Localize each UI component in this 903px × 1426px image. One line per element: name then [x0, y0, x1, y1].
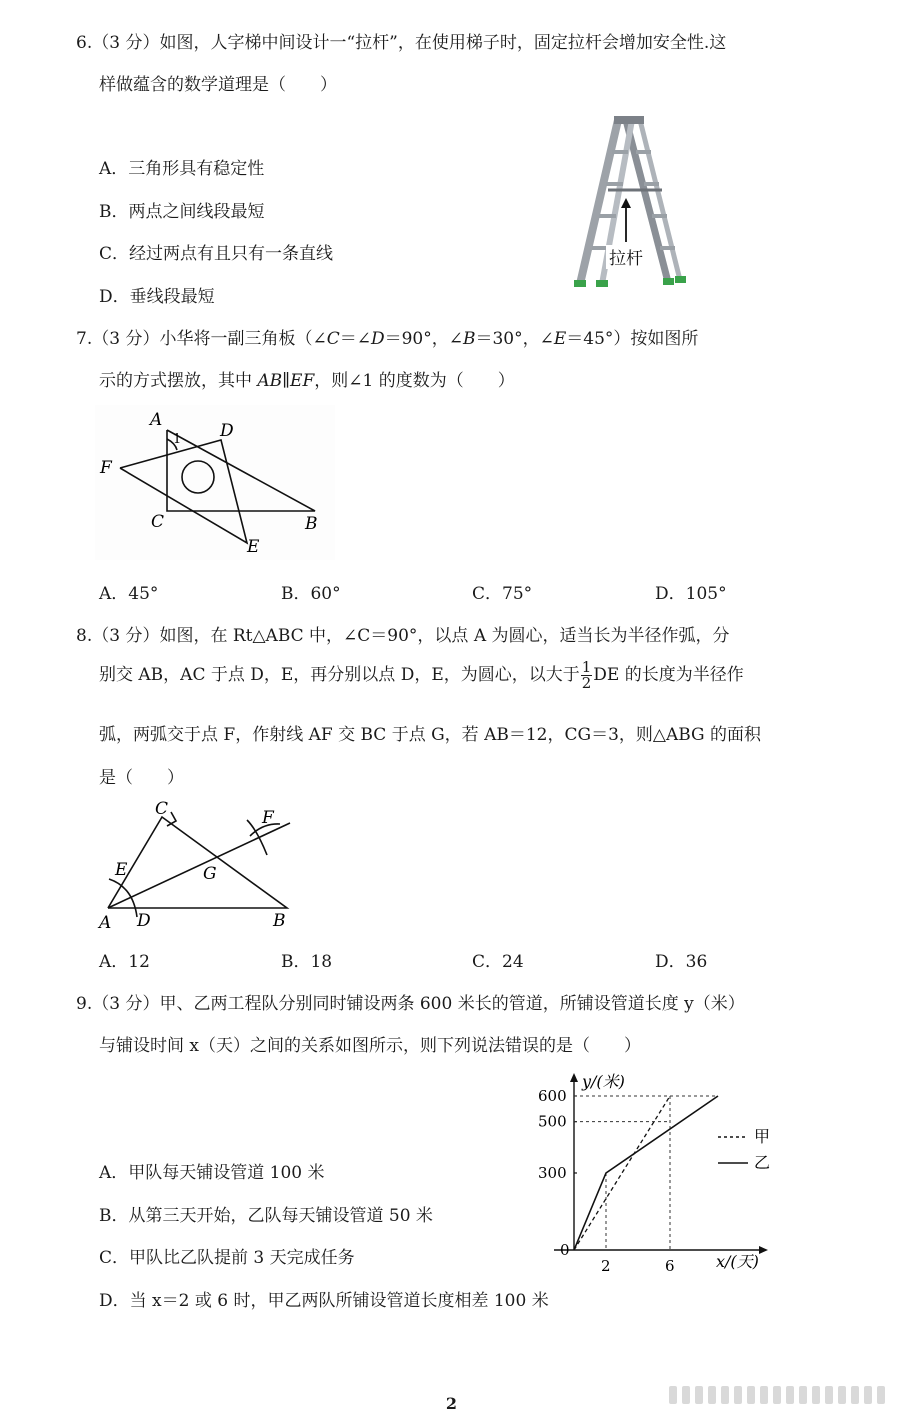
- y-axis-arrow: [570, 1073, 578, 1082]
- ladder-rod-label: 拉杆: [609, 249, 643, 269]
- series-1-line: [574, 1096, 718, 1250]
- label-c: C: [155, 799, 169, 819]
- x-axis-label: x/(天): [716, 1252, 759, 1271]
- ladder-figure: [568, 112, 693, 297]
- label-d: D: [220, 421, 234, 441]
- q8-stem-line3: 弧，两弧交于点 F，作射线 AF 交 BC 于点 G，若 AB＝12，CG＝3，则△ABG 的面积: [99, 725, 762, 745]
- q9-option-a: A．甲队每天铺设管道 100 米: [99, 1163, 325, 1183]
- q7-option-c: C．75°: [472, 584, 533, 604]
- q8-option-d: D．36: [655, 952, 708, 972]
- label-d: D: [137, 911, 151, 931]
- series-0-line: [574, 1096, 670, 1250]
- label-b: B: [305, 514, 318, 534]
- q8-option-c: C．24: [472, 952, 524, 972]
- label-f: F: [262, 808, 274, 828]
- q9-stem-line2: 与铺设时间 x（天）之间的关系如图所示，则下列说法错误的是（ ）: [99, 1036, 641, 1056]
- label-angle-1: 1: [173, 432, 182, 447]
- x-tick-label-0: 0: [560, 1241, 570, 1259]
- label-b: B: [273, 911, 286, 931]
- y-axis-label: y/(米): [582, 1072, 625, 1091]
- angle-bisector-figure: [95, 795, 305, 940]
- label-f: F: [100, 458, 112, 478]
- q7-option-a: A．45°: [99, 584, 159, 604]
- label-g: G: [203, 864, 217, 884]
- label-a: A: [99, 913, 112, 933]
- q8-stem-line2: 别交 AB，AC 于点 D，E，再分别以点 D，E，为圆心，以大于 $\frac{1}{2}$ DE 的长度为半径作: [99, 658, 744, 692]
- q9-stem-line1: 9.（3 分）甲、乙两工程队分别同时铺设两条 600 米长的管道，所铺设管道长度 y（米）: [76, 994, 745, 1014]
- q9-option-b: B．从第三天开始，乙队每天铺设管道 50 米: [99, 1206, 433, 1226]
- y-tick-label-300: 300: [538, 1163, 567, 1182]
- q6-option-a: A．三角形具有稳定性: [99, 159, 265, 179]
- q6-stem-line2: 样做蕴含的数学道理是（ ）: [99, 75, 337, 95]
- q7-option-d: D．105°: [655, 584, 727, 604]
- q8-option-b: B．18: [281, 952, 333, 972]
- legend-1-label: 乙: [754, 1153, 771, 1172]
- watermark-bars: [669, 1386, 885, 1404]
- label-e: E: [115, 860, 128, 880]
- q9-option-c: C．甲队比乙队提前 3 天完成任务: [99, 1248, 355, 1268]
- label-a: A: [150, 410, 163, 430]
- q6-stem-line1: 6.（3 分）如图，人字梯中间设计一“拉杆”，在使用梯子时，固定拉杆会增加安全性.这: [76, 33, 727, 53]
- q7-stem-line1: 7.（3 分）小华将一副三角板（∠C＝∠D＝90°，∠B＝30°，∠E＝45°）按如图所: [76, 329, 699, 349]
- x-tick-label-6: 6: [665, 1257, 675, 1275]
- q7-stem-line2: 示的方式摆放，其中 AB∥EF，则∠1 的度数为（ ）: [99, 371, 515, 391]
- q8-option-a: A．12: [99, 952, 150, 972]
- y-tick-label-600: 600: [538, 1086, 567, 1105]
- q6-option-d: D．垂线段最短: [99, 287, 215, 307]
- q8-stem-line1: 8.（3 分）如图，在 Rt△ABC 中，∠C＝90°，以点 A 为圆心，适当长为半径作弧，分: [76, 626, 730, 646]
- label-c: C: [151, 512, 165, 532]
- q9-option-d: D．当 x＝2 或 6 时，甲乙两队所铺设管道长度相差 100 米: [99, 1291, 549, 1311]
- pipeline-chart: [530, 1065, 780, 1280]
- q8-stem-line4: 是（ ）: [99, 768, 184, 788]
- pipeline-chart-svg: [530, 1065, 780, 1280]
- x-axis-arrow: [759, 1246, 768, 1254]
- fraction-one-half: $\frac{1}{2}$: [581, 658, 592, 692]
- q6-option-c: C．经过两点有且只有一条直线: [99, 244, 334, 264]
- triangle-ruler-figure: [95, 405, 335, 560]
- legend-0-label: 甲: [754, 1127, 771, 1146]
- page-number: 2: [445, 1394, 458, 1413]
- q6-option-b: B．两点之间线段最短: [99, 202, 265, 222]
- y-tick-label-500: 500: [538, 1112, 567, 1131]
- x-tick-label-2: 2: [601, 1257, 611, 1275]
- q7-option-b: B．60°: [281, 584, 341, 604]
- label-e: E: [247, 537, 260, 557]
